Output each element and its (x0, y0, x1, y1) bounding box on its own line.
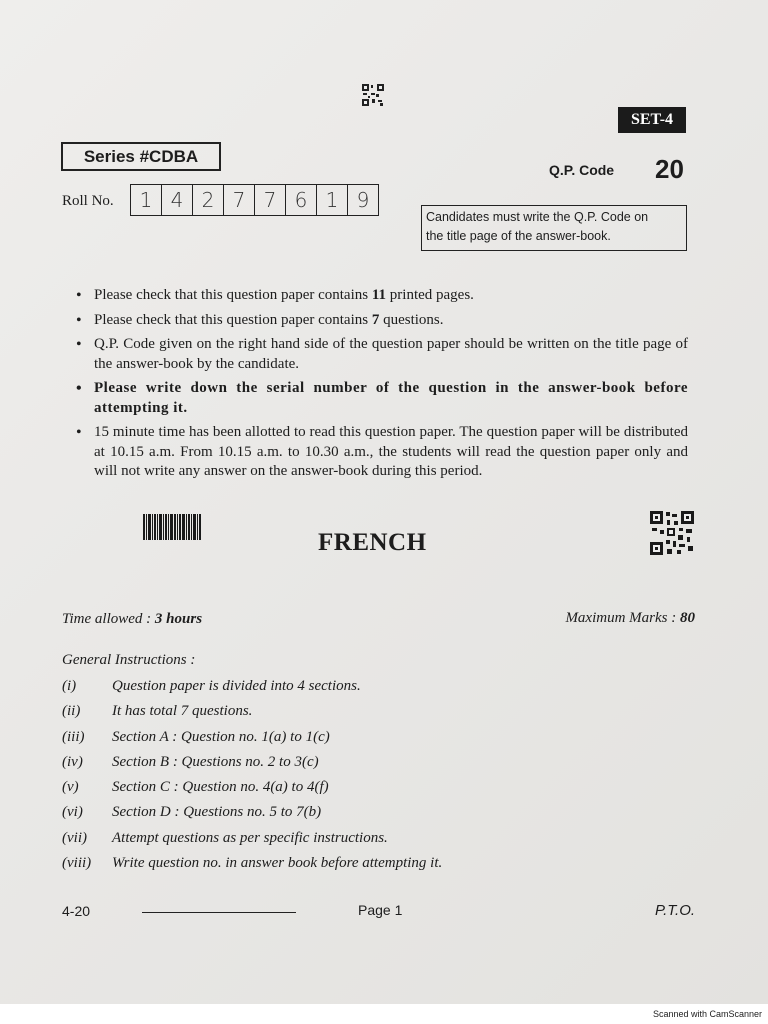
page-count: 11 (371, 287, 387, 303)
item-number: (viii) (62, 855, 92, 872)
qp-code-label: Q.P. Code (549, 162, 615, 178)
maximum-marks-label: Maximum Marks : (565, 610, 680, 626)
item-text: Question paper is divided into 4 sections. (112, 678, 361, 694)
instruction-item: • Q.P. Code given on the right hand side of the question paper should be written on the title page of the answer-book by the candidate. (74, 335, 688, 374)
roll-digit: 7 (224, 185, 255, 215)
list-item (62, 801, 662, 826)
time-allowed-label: Time allowed : (62, 611, 155, 627)
candidate-note-box (421, 205, 687, 251)
footer-divider (142, 912, 296, 913)
roll-number-label: Roll No. (62, 193, 114, 209)
item-text: Write question no. in answer book before attempting it. (112, 855, 443, 872)
item-number: (vi) (62, 804, 83, 821)
pto-label: P.T.O. (655, 902, 696, 919)
question-count: 7 (371, 311, 380, 328)
item-text: It has total 7 questions. (112, 703, 253, 720)
item-text: Attempt questions as per specific instructions. (112, 829, 388, 846)
roll-digit: 4 (162, 185, 193, 215)
item-text: Section A : Question no. 1(a) to 1(c) (112, 728, 330, 745)
subject-title: FRENCH (318, 529, 427, 556)
item-text: Section B : Questions no. 2 to 3(c) (112, 753, 319, 770)
time-allowed (62, 611, 202, 628)
roll-digit: 7 (255, 185, 286, 215)
roll-digit: 6 (286, 185, 317, 215)
roll-digit: 2 (193, 185, 224, 215)
general-instructions-list (62, 675, 662, 877)
list-item (62, 827, 662, 852)
candidate-note-line: the title page of the answer-book. (426, 229, 611, 243)
list-item (62, 776, 662, 801)
qp-code-value: 20 (655, 154, 684, 184)
item-number: (iv) (62, 753, 83, 770)
item-number: (v) (62, 779, 79, 796)
set-badge: SET-4 (618, 107, 686, 133)
paper-code: 4-20 (62, 903, 91, 919)
maximum-marks-value: 80 (680, 610, 695, 626)
roll-digit: 9 (356, 188, 370, 212)
series-label: Series #CDBA (61, 142, 221, 171)
instruction-text: Please check that this question paper contains (94, 287, 372, 303)
list-item (62, 726, 662, 751)
general-instructions-title: General Instructions : (62, 652, 196, 668)
instruction-text: printed pages. (386, 287, 474, 303)
time-allowed-value: 3 hours (154, 611, 203, 627)
item-text: Section D : Questions no. 5 to 7(b) (112, 804, 322, 821)
instruction-item: • Please write down the serial number of the question in the answer-book before attempting it. (74, 379, 688, 418)
item-text: Section C : Question no. 4(a) to 4(f) (112, 779, 329, 796)
list-item (62, 700, 662, 725)
instruction-text: Please check that this question paper contains (94, 311, 372, 328)
qr-code-icon (362, 84, 384, 106)
roll-number-boxes (130, 184, 379, 216)
item-number: (vii) (62, 829, 87, 846)
barcode-icon (143, 514, 201, 540)
instruction-text: questions. (379, 311, 444, 328)
item-number: (iii) (62, 728, 85, 745)
roll-digit: 1 (131, 185, 162, 215)
maximum-marks (565, 610, 695, 627)
roll-digit: 1 (317, 185, 348, 215)
instruction-item (74, 311, 688, 331)
scanner-watermark: Scanned with CamScanner (652, 1009, 762, 1019)
list-item (62, 852, 662, 877)
qr-code-icon (650, 511, 694, 555)
instruction-item (74, 286, 688, 306)
list-item (62, 751, 662, 776)
item-number: (ii) (62, 703, 81, 720)
list-item (62, 675, 662, 700)
instructions-list (74, 286, 688, 487)
instruction-item: • 15 minute time has been allotted to read this question paper. The question paper will be distributed at 10.15 a.m. From 10.15 a.m. to 10.30 a.m., the students will read the question paper only and will not write any answer on the answer-book during this period. (74, 423, 688, 482)
page-number: Page 1 (358, 902, 403, 918)
item-number: (i) (62, 678, 77, 694)
candidate-note-line: Candidates must write the Q.P. Code on (426, 210, 649, 224)
